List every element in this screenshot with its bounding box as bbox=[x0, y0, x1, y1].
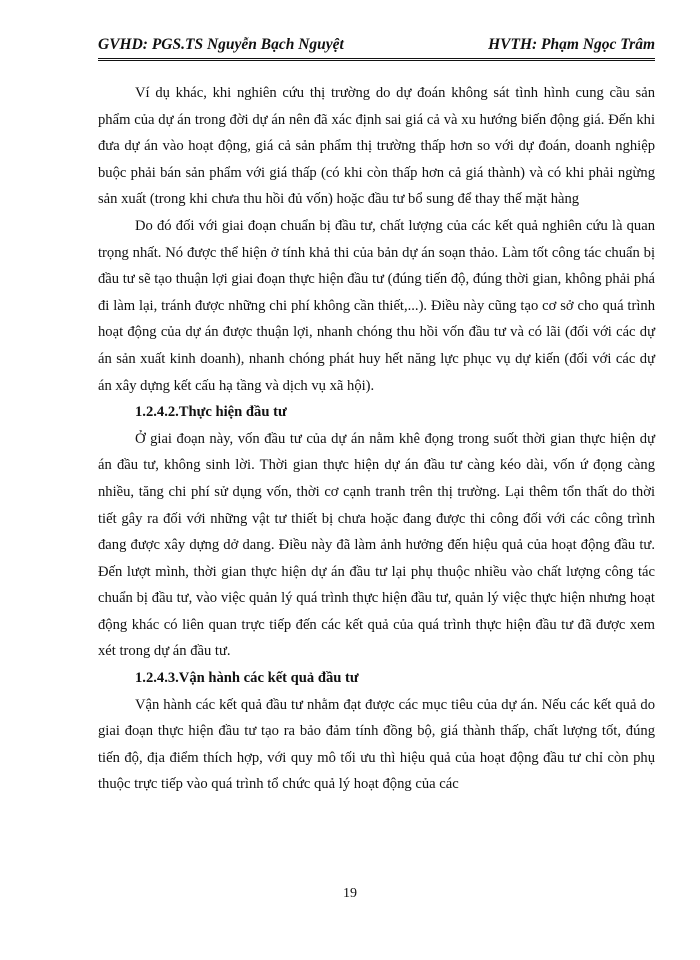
paragraph-operation: Vận hành các kết quả đầu tư nhằm đạt được các mục tiêu của dự án. Nếu các kết quả do giai đoạn thực hiện đầu tư tạo ra bảo đảm tính đồng bộ, giá thành thấp, chất lượng tốt, đúng tiến độ, địa điểm thích hợp, với quy mô tối ưu thì hiệu quả của hoạt động đầu tư chỉ còn phụ thuộc trực tiếp vào quá trình tổ chức quả lý hoạt động của các bbox=[98, 696, 655, 793]
section-heading-operation: 1.2.4.3.Vận hành các kết quả đầu tư bbox=[135, 670, 359, 687]
page-body bbox=[98, 80, 655, 798]
page-header bbox=[98, 36, 655, 61]
page-number: 19 bbox=[343, 886, 357, 901]
header-student: HVTH: Phạm Ngọc Trâm bbox=[488, 36, 655, 53]
header-supervisor: GVHD: PGS.TS Nguyễn Bạch Nguyệt bbox=[98, 36, 344, 53]
paragraph-market-example: Ví dụ khác, khi nghiên cứu thị trường do dự đoán không sát tình hình cung cầu sản phẩm của dự án trong đời dự án nên đã xác định sai giá cả và xu hướng biến động giá. Đến khi đưa dự án vào hoạt động, giá cả sản phẩm thị trường thấp hơn so với dự đoán, doanh nghiệp buộc phải bán sản phẩm với giá thấp (có khi còn thấp hơn cả giá thành) và có khi phải ngừng sản xuất (trong khi chưa thu hồi đủ vốn) hoặc đầu tư bổ sung để thay thế mặt hàng bbox=[98, 85, 655, 208]
paragraph-implementation: Ở giai đoạn này, vốn đầu tư của dự án nằm khê đọng trong suốt thời gian thực hiện dự án đầu tư, không sinh lời. Thời gian thực hiện dự án đầu tư càng kéo dài, vốn ứ đọng càng nhiều, tăng chi phí sử dụng vốn, thời cơ cạnh tranh trên thị trường. Lại thêm tổn thất do thời tiết gây ra đối với những vật tư thiết bị chưa hoặc đang được thi công đối với các công trình đang được xây dựng dở dang. Điều này đã làm ảnh hưởng đến hiệu quả của hoạt động đầu tư. Đến lượt mình, thời gian thực hiện dự án đầu tư lại phụ thuộc nhiều vào chất lượng công tác chuẩn bị đầu tư, vào việc quản lý quá trình thực hiện đầu tư, quản lý việc thực hiện nhưng hoạt động khác có liên quan trực tiếp đến các kết quả của quá trình thực hiện đầu tư đã được xem xét trong dự án đầu tư. bbox=[98, 430, 655, 660]
paragraph-preparation-quality: Do đó đối với giai đoạn chuẩn bị đầu tư, chất lượng của các kết quả nghiên cứu là quan trọng nhất. Nó được thể hiện ở tính khả thi của bản dự án soạn thảo. Làm tốt công tác chuẩn bị đầu tư sẽ tạo thuận lợi giai đoạn thực hiện đầu tư (đúng tiến độ, đúng thời gian, không phải phá đi làm lại, tránh được những chi phí không cần thiết,...). Điều này cũng tạo cơ sở cho quá trình hoạt động của dự án được thuận lợi, nhanh chóng thu hồi vốn đầu tư và có lãi (đối với các dự án sản xuất kinh doanh), nhanh chóng phát huy hết năng lực phục vụ dự kiến (đối với các dự án xây dựng kết cấu hạ tầng và dịch vụ xã hội). bbox=[98, 217, 655, 394]
section-heading-implementation: 1.2.4.2.Thực hiện đầu tư bbox=[135, 404, 287, 421]
